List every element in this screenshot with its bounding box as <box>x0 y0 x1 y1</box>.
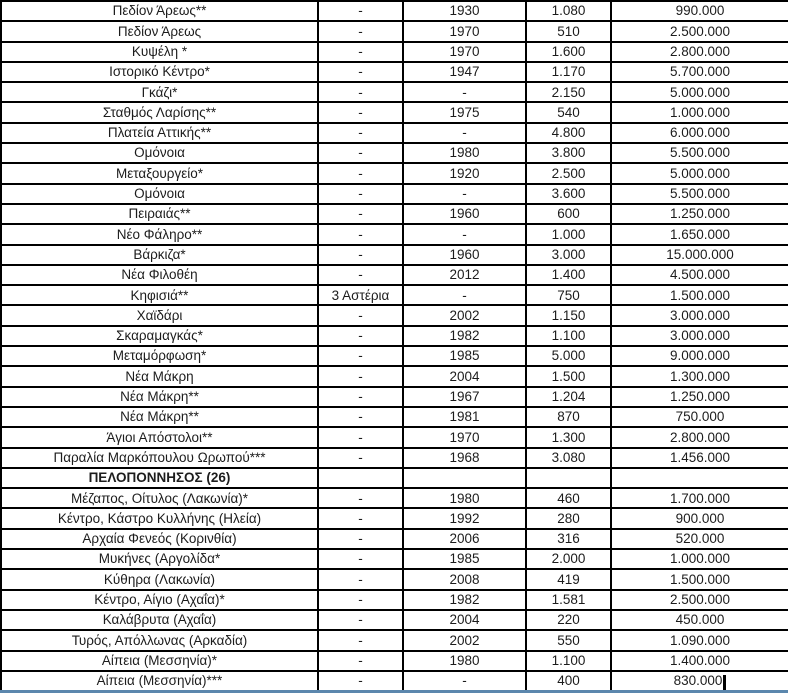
cell-capacity[interactable]: 2.500 <box>526 163 611 183</box>
table-row <box>1 245 788 265</box>
cell-capacity[interactable] <box>526 468 611 488</box>
cell-price[interactable]: 1.090.000 <box>611 630 788 650</box>
cell-price[interactable]: 1.250.000 <box>611 387 788 407</box>
cell-price[interactable]: 1.250.000 <box>611 204 788 224</box>
cell-year[interactable]: 2008 <box>403 569 526 589</box>
cell-year[interactable]: 1930 <box>403 1 526 21</box>
cell-capacity[interactable]: 1.000 <box>526 224 611 244</box>
cell-year[interactable]: 1960 <box>403 245 526 265</box>
cell-price[interactable]: 15.000.000 <box>611 245 788 265</box>
table-body <box>1 1 788 691</box>
cell-name[interactable]: Νέα Φιλοθέη <box>1 265 318 285</box>
cell-year[interactable]: 1982 <box>403 326 526 346</box>
cell-capacity[interactable]: 3.600 <box>526 184 611 204</box>
cell-stars[interactable]: - <box>318 163 403 183</box>
cell-year[interactable] <box>403 468 526 488</box>
cell-name[interactable]: Βάρκιζα* <box>1 245 318 265</box>
cell-stars[interactable]: - <box>318 508 403 528</box>
table-row <box>1 448 788 468</box>
cell-name[interactable]: Μεταμόρφωση* <box>1 346 318 366</box>
cell-stars[interactable]: - <box>318 387 403 407</box>
cell-stars[interactable]: - <box>318 610 403 630</box>
table-row <box>1 42 788 62</box>
table-row <box>1 610 788 630</box>
cell-stars[interactable]: - <box>318 143 403 163</box>
cell-year[interactable]: 1980 <box>403 488 526 508</box>
cell-price[interactable]: 450.000 <box>611 610 788 630</box>
table-row <box>1 21 788 41</box>
table-row <box>1 508 788 528</box>
cell-year[interactable]: - <box>403 184 526 204</box>
cell-year[interactable]: 1968 <box>403 448 526 468</box>
cell-year[interactable]: 1980 <box>403 143 526 163</box>
cell-capacity[interactable]: 2.150 <box>526 82 611 102</box>
cell-price[interactable]: 990.000 <box>611 1 788 21</box>
cell-price[interactable]: 900.000 <box>611 508 788 528</box>
table-row <box>1 102 788 122</box>
cell-price[interactable]: 2.800.000 <box>611 427 788 447</box>
cell-price[interactable]: 750.000 <box>611 407 788 427</box>
table-row <box>1 630 788 650</box>
cell-price[interactable]: 1.700.000 <box>611 488 788 508</box>
cell-year[interactable]: 2004 <box>403 610 526 630</box>
cell-name[interactable]: Αίπεια (Μεσσηνία)*** <box>1 671 318 691</box>
cell-capacity[interactable]: 316 <box>526 529 611 549</box>
cell-name[interactable]: Γκάζι* <box>1 82 318 102</box>
cell-capacity[interactable]: 4.800 <box>526 123 611 143</box>
cell-name[interactable]: Καλάβρυτα (Αχαΐα) <box>1 610 318 630</box>
cell-price[interactable]: 5.500.000 <box>611 184 788 204</box>
cell-capacity[interactable]: 600 <box>526 204 611 224</box>
table-row <box>1 143 788 163</box>
cell-capacity[interactable]: 1.100 <box>526 651 611 671</box>
cell-name[interactable]: Αίπεια (Μεσσηνία)* <box>1 651 318 671</box>
table-row <box>1 123 788 143</box>
table-row <box>1 224 788 244</box>
cell-price[interactable]: 2.500.000 <box>611 21 788 41</box>
table-row <box>1 285 788 305</box>
cell-stars[interactable]: - <box>318 407 403 427</box>
cell-capacity[interactable]: 550 <box>526 630 611 650</box>
cell-year[interactable]: 1975 <box>403 102 526 122</box>
table-row <box>1 468 788 488</box>
table-row <box>1 184 788 204</box>
cell-capacity[interactable]: 3.080 <box>526 448 611 468</box>
table-row <box>1 590 788 610</box>
cell-name[interactable]: Πειραιάς** <box>1 204 318 224</box>
cell-year[interactable]: 1985 <box>403 549 526 569</box>
cell-year[interactable]: 2002 <box>403 305 526 325</box>
table-row <box>1 387 788 407</box>
cell-price[interactable]: 5.000.000 <box>611 82 788 102</box>
cell-year[interactable]: 1980 <box>403 651 526 671</box>
cell-stars[interactable] <box>318 468 403 488</box>
cell-name[interactable]: Νέο Φάληρο** <box>1 224 318 244</box>
table-row <box>1 569 788 589</box>
cell-year[interactable]: 2012 <box>403 265 526 285</box>
cell-year[interactable]: 1992 <box>403 508 526 528</box>
cell-stars[interactable]: - <box>318 204 403 224</box>
cell-stars[interactable]: - <box>318 427 403 447</box>
table-row <box>1 82 788 102</box>
cell-stars[interactable]: - <box>318 21 403 41</box>
cell-name[interactable]: Πεδίον Άρεως** <box>1 1 318 21</box>
cell-stars[interactable]: - <box>318 448 403 468</box>
cell-price[interactable]: 4.500.000 <box>611 265 788 285</box>
cell-price[interactable]: 9.000.000 <box>611 346 788 366</box>
cell-capacity[interactable]: 1.170 <box>526 62 611 82</box>
cell-name[interactable]: ΠΕΛΟΠΟΝΝΗΣΟΣ (26) <box>1 468 318 488</box>
cell-year[interactable]: - <box>403 671 526 691</box>
table-row <box>1 1 788 21</box>
cell-name[interactable]: Κέντρο, Κάστρο Κυλλήνης (Ηλεία) <box>1 508 318 528</box>
cell-year[interactable]: 1970 <box>403 42 526 62</box>
cell-capacity[interactable]: 2.000 <box>526 549 611 569</box>
cell-stars[interactable]: - <box>318 326 403 346</box>
cell-stars[interactable]: - <box>318 590 403 610</box>
cell-price[interactable]: 1.500.000 <box>611 569 788 589</box>
cell-stars[interactable]: - <box>318 62 403 82</box>
cell-name[interactable]: Μυκήνες (Αργολίδα* <box>1 549 318 569</box>
cell-name[interactable]: Σκαραμαγκάς* <box>1 326 318 346</box>
cell-year[interactable]: 1970 <box>403 21 526 41</box>
cell-capacity[interactable]: 419 <box>526 569 611 589</box>
cell-price[interactable]: 1.400.000 <box>611 651 788 671</box>
cell-capacity[interactable]: 1.600 <box>526 42 611 62</box>
cell-price[interactable]: 1.456.000 <box>611 448 788 468</box>
cell-name[interactable]: Σταθμός Λαρίσης** <box>1 102 318 122</box>
cell-capacity[interactable]: 3.800 <box>526 143 611 163</box>
cell-price[interactable]: 520.000 <box>611 529 788 549</box>
cell-stars[interactable]: - <box>318 42 403 62</box>
cell-capacity[interactable]: 280 <box>526 508 611 528</box>
cell-capacity[interactable]: 5.000 <box>526 346 611 366</box>
cell-price[interactable]: 1.000.000 <box>611 102 788 122</box>
cell-name[interactable]: Κέντρο, Αίγιο (Αχαΐα)* <box>1 590 318 610</box>
cell-stars[interactable]: - <box>318 549 403 569</box>
cell-year[interactable]: - <box>403 123 526 143</box>
cell-stars[interactable]: - <box>318 102 403 122</box>
cell-stars[interactable]: - <box>318 265 403 285</box>
cell-capacity[interactable]: 460 <box>526 488 611 508</box>
cell-year[interactable]: - <box>403 285 526 305</box>
cell-capacity[interactable]: 1.400 <box>526 265 611 285</box>
cell-stars[interactable]: - <box>318 1 403 21</box>
cell-capacity[interactable]: 220 <box>526 610 611 630</box>
cell-stars[interactable]: - <box>318 224 403 244</box>
cell-name[interactable]: Άγιοι Απόστολοι** <box>1 427 318 447</box>
cell-name[interactable]: Νέα Μάκρη <box>1 366 318 386</box>
cell-capacity[interactable]: 870 <box>526 407 611 427</box>
table-row <box>1 651 788 671</box>
cell-stars[interactable]: - <box>318 346 403 366</box>
cell-year[interactable]: 1947 <box>403 62 526 82</box>
cell-price[interactable]: 5.000.000 <box>611 163 788 183</box>
cell-capacity[interactable]: 1.581 <box>526 590 611 610</box>
cell-name[interactable]: Ιστορικό Κέντρο* <box>1 62 318 82</box>
cell-capacity[interactable]: 400 <box>526 671 611 691</box>
cell-stars[interactable]: 3 Αστέρια <box>318 285 403 305</box>
cell-name[interactable]: Κηφισιά** <box>1 285 318 305</box>
table-row <box>1 427 788 447</box>
cell-year[interactable]: 1985 <box>403 346 526 366</box>
cell-price[interactable]: 6.000.000 <box>611 123 788 143</box>
table-row <box>1 163 788 183</box>
cell-stars[interactable]: - <box>318 671 403 691</box>
table-row <box>1 305 788 325</box>
cell-name[interactable]: Αρχαία Φενεός (Κορινθία) <box>1 529 318 549</box>
cell-name[interactable]: Μέζαπος, Οίτυλος (Λακωνία)* <box>1 488 318 508</box>
cell-name[interactable]: Ομόνοια <box>1 184 318 204</box>
cell-stars[interactable]: - <box>318 488 403 508</box>
table-row <box>1 326 788 346</box>
cell-year[interactable]: 2002 <box>403 630 526 650</box>
cell-name[interactable]: Παραλία Μαρκόπουλου Ωρωπού*** <box>1 448 318 468</box>
table-row <box>1 407 788 427</box>
cell-name[interactable]: Κυψέλη * <box>1 42 318 62</box>
cell-price[interactable]: 1.650.000 <box>611 224 788 244</box>
cell-year[interactable]: 2004 <box>403 366 526 386</box>
table-row <box>1 346 788 366</box>
cell-year[interactable]: - <box>403 224 526 244</box>
cell-price[interactable]: 5.500.000 <box>611 143 788 163</box>
cell-stars[interactable]: - <box>318 569 403 589</box>
cell-capacity[interactable]: 540 <box>526 102 611 122</box>
cell-name[interactable]: Ομόνοια <box>1 143 318 163</box>
cell-name[interactable]: Τυρός, Απόλλωνας (Αρκαδία) <box>1 630 318 650</box>
cell-year[interactable]: 1960 <box>403 204 526 224</box>
cell-price[interactable]: 1.300.000 <box>611 366 788 386</box>
cell-price[interactable]: 2.800.000 <box>611 42 788 62</box>
cell-year[interactable]: 2006 <box>403 529 526 549</box>
cell-year[interactable]: 1970 <box>403 427 526 447</box>
text-cursor <box>723 675 726 690</box>
cell-price[interactable]: 1.500.000 <box>611 285 788 305</box>
cell-capacity[interactable]: 510 <box>526 21 611 41</box>
table-row <box>1 62 788 82</box>
cell-stars[interactable]: - <box>318 651 403 671</box>
cell-year[interactable]: 1920 <box>403 163 526 183</box>
cell-capacity[interactable]: 1.204 <box>526 387 611 407</box>
cell-year[interactable]: 1967 <box>403 387 526 407</box>
cell-name[interactable]: Νέα Μάκρη** <box>1 387 318 407</box>
cell-name[interactable]: Μεταξουργείο* <box>1 163 318 183</box>
table-row <box>1 549 788 569</box>
cell-capacity[interactable]: 1.500 <box>526 366 611 386</box>
cell-year[interactable]: 1981 <box>403 407 526 427</box>
cell-stars[interactable]: - <box>318 245 403 265</box>
cell-capacity[interactable]: 3.000 <box>526 245 611 265</box>
cell-stars[interactable]: - <box>318 630 403 650</box>
cell-stars[interactable]: - <box>318 529 403 549</box>
cell-name[interactable]: Χαϊδάρι <box>1 305 318 325</box>
cell-price[interactable]: 830.000 <box>611 671 788 691</box>
cell-capacity[interactable]: 750 <box>526 285 611 305</box>
cell-capacity[interactable]: 1.100 <box>526 326 611 346</box>
table-row <box>1 204 788 224</box>
cell-capacity[interactable]: 1.080 <box>526 1 611 21</box>
cell-name[interactable]: Πεδίον Άρεως <box>1 21 318 41</box>
cell-price[interactable]: 5.700.000 <box>611 62 788 82</box>
table-row <box>1 366 788 386</box>
cell-year[interactable]: 1982 <box>403 590 526 610</box>
cell-name[interactable]: Πλατεία Αττικής** <box>1 123 318 143</box>
cell-year[interactable]: - <box>403 82 526 102</box>
cell-stars[interactable]: - <box>318 366 403 386</box>
cell-stars[interactable]: - <box>318 184 403 204</box>
cell-stars[interactable]: - <box>318 305 403 325</box>
table-row <box>1 265 788 285</box>
cell-capacity[interactable]: 1.300 <box>526 427 611 447</box>
table-row <box>1 671 788 691</box>
cell-price[interactable]: 3.000.000 <box>611 305 788 325</box>
cell-price[interactable] <box>611 468 788 488</box>
cell-price[interactable]: 2.500.000 <box>611 590 788 610</box>
cell-name[interactable]: Νέα Μάκρη** <box>1 407 318 427</box>
cell-name[interactable]: Κύθηρα (Λακωνία) <box>1 569 318 589</box>
table-row <box>1 488 788 508</box>
cell-stars[interactable]: - <box>318 123 403 143</box>
cell-capacity[interactable]: 1.150 <box>526 305 611 325</box>
cell-stars[interactable]: - <box>318 82 403 102</box>
table-row <box>1 529 788 549</box>
cell-price[interactable]: 3.000.000 <box>611 326 788 346</box>
cell-price[interactable]: 1.000.000 <box>611 549 788 569</box>
